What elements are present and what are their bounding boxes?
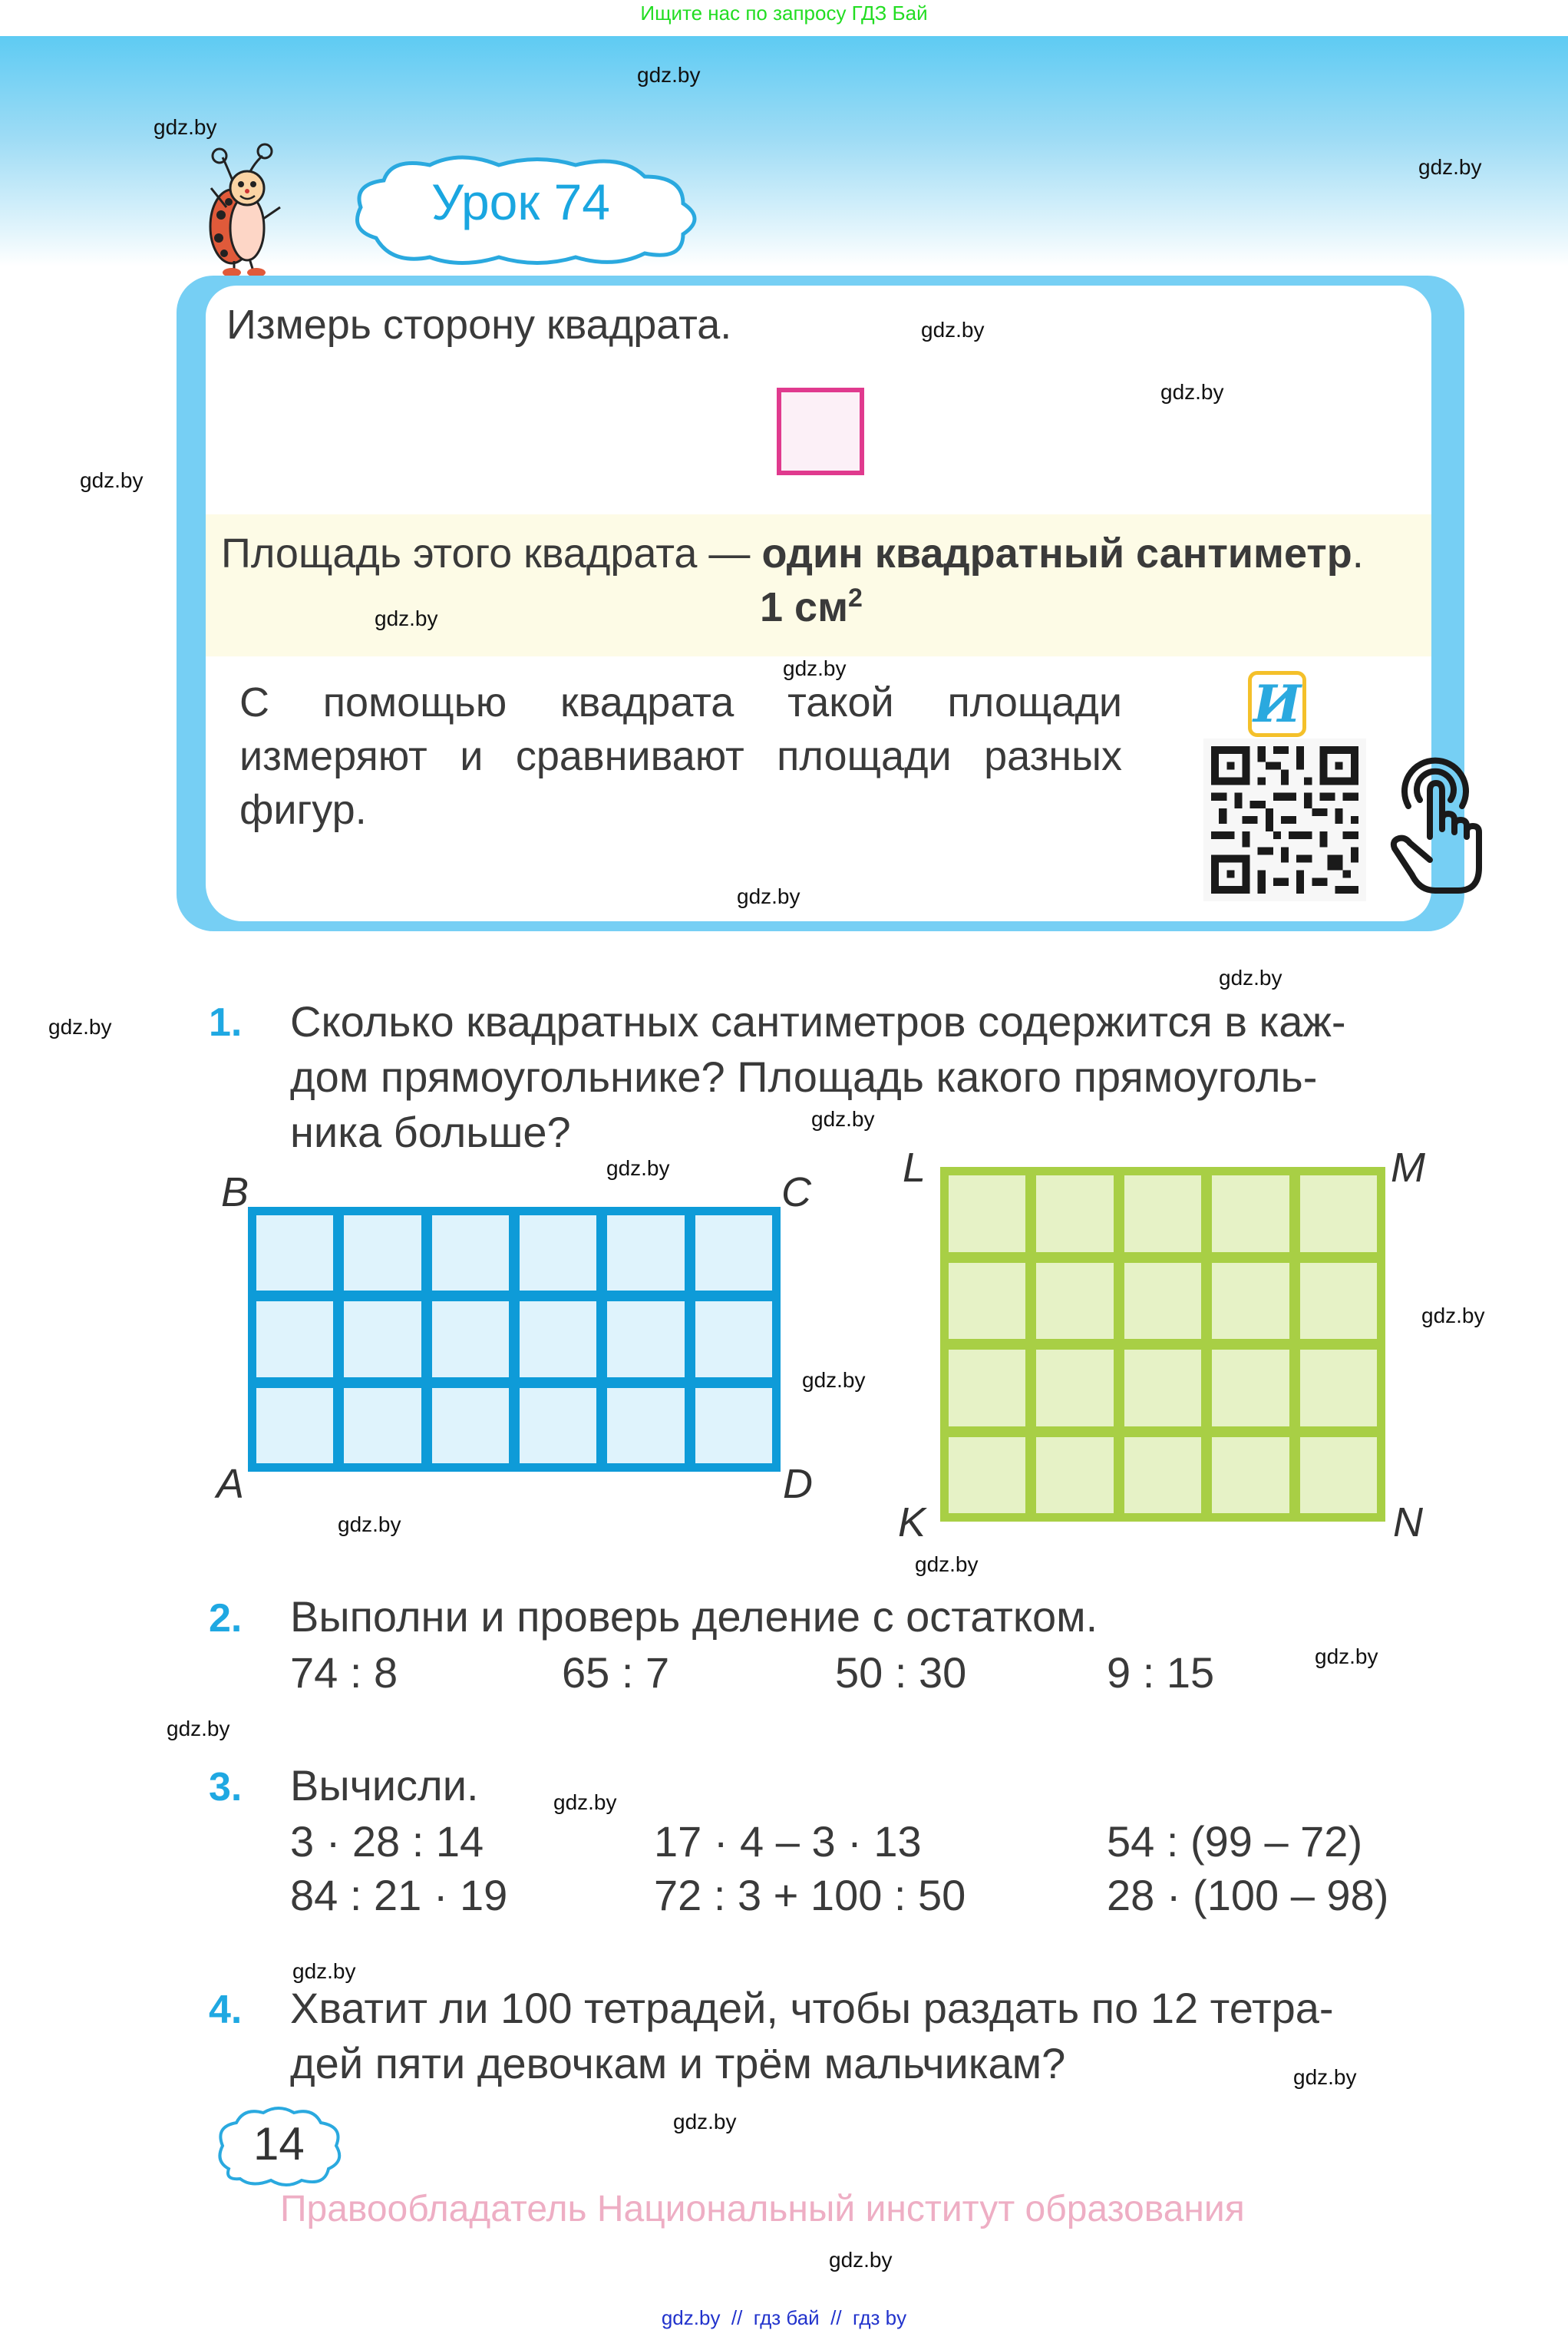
- watermark: gdz.by: [1293, 2065, 1357, 2089]
- interactive-badge-icon[interactable]: И: [1248, 671, 1306, 737]
- grid-cell: [690, 1296, 777, 1382]
- grid-cell: [338, 1296, 426, 1382]
- watermark: gdz.by: [1421, 1304, 1485, 1327]
- page-number: 14: [253, 2118, 305, 2170]
- corner-label: C: [781, 1169, 811, 1215]
- watermark: gdz.by: [802, 1368, 866, 1392]
- task-number: 1.: [209, 1000, 243, 1045]
- watermark: gdz.by: [606, 1156, 670, 1180]
- unit-superscript: 2: [848, 583, 863, 613]
- corner-label: L: [903, 1145, 926, 1191]
- expression: 65 : 7: [562, 1648, 670, 1697]
- grid-cell: [1207, 1344, 1294, 1432]
- grid-cell: [943, 1432, 1031, 1519]
- grid-cell: [943, 1258, 1031, 1345]
- expression: 72 : 3 + 100 : 50: [654, 1871, 966, 1919]
- watermark: gdz.by: [48, 1015, 112, 1039]
- grid-cell: [1119, 1170, 1207, 1258]
- task-line: дом прямоугольнике? Площадь какого прямоуголь-: [290, 1053, 1318, 1101]
- unit-square: [777, 388, 864, 475]
- grid-cell: [427, 1210, 514, 1296]
- rectangle-abcd: [248, 1207, 781, 1472]
- grid-cell: [514, 1383, 602, 1469]
- grid-cell: [1031, 1170, 1118, 1258]
- watermark: gdz.by: [1219, 966, 1282, 990]
- task-line: Сколько квадратных сантиметров содержится в каж-: [290, 997, 1346, 1046]
- watermark: gdz.by: [737, 884, 801, 908]
- grid-cell: [338, 1210, 426, 1296]
- task-number: 2.: [209, 1596, 243, 1641]
- corner-label: A: [216, 1461, 245, 1507]
- grid-cell: [514, 1296, 602, 1382]
- paragraph-line: С помощью квадрата такой площади: [239, 679, 1122, 725]
- definition-text: [221, 530, 1364, 577]
- grid-cell: [514, 1210, 602, 1296]
- grid-cell: [1207, 1258, 1294, 1345]
- watermark: gdz.by: [338, 1512, 401, 1536]
- copyright-text: Правообладатель Национальный институт образования: [280, 2189, 1245, 2229]
- grid-cell: [1031, 1432, 1118, 1519]
- grid-cell: [602, 1383, 689, 1469]
- expression: 17 · 4 – 3 · 13: [654, 1817, 922, 1866]
- task-line: Хватит ли 100 тетрадей, чтобы раздать по 12 тетра-: [290, 1984, 1334, 2032]
- watermark: gdz.by: [153, 115, 217, 139]
- grid-cell: [1207, 1170, 1294, 1258]
- definition-bold: один квадратный сантиметр: [761, 530, 1352, 577]
- watermark: gdz.by: [1160, 380, 1224, 404]
- grid-cell: [1207, 1432, 1294, 1519]
- expression: 3 · 28 : 14: [290, 1817, 484, 1866]
- grid-cell: [943, 1344, 1031, 1432]
- touch-hand-icon: [1385, 752, 1493, 898]
- grid-cell: [943, 1170, 1031, 1258]
- corner-label: B: [221, 1169, 249, 1215]
- grid-cell: [1295, 1344, 1382, 1432]
- grid-cell: [690, 1383, 777, 1469]
- unit-text: 1 см: [760, 584, 849, 630]
- grid-cell: [251, 1210, 338, 1296]
- task-1-text: [290, 994, 1441, 1160]
- task-line: дей пяти девочкам и трём мальчикам?: [290, 2039, 1066, 2087]
- grid-cell: [1295, 1432, 1382, 1519]
- task-number: 4.: [209, 1988, 243, 2032]
- unit-label: [760, 583, 863, 631]
- rectangle-lmnk: [940, 1167, 1385, 1522]
- grid-cell: [690, 1210, 777, 1296]
- grid-cell: [338, 1383, 426, 1469]
- watermark: gdz.by: [637, 63, 701, 87]
- watermark: gdz.by: [673, 2110, 737, 2133]
- grid-cell: [1031, 1344, 1118, 1432]
- watermark: gdz.by: [167, 1717, 230, 1740]
- expression: 54 : (99 – 72): [1107, 1817, 1363, 1866]
- task-line: ника больше?: [290, 1108, 571, 1156]
- expression: 74 : 8: [290, 1648, 398, 1697]
- watermark: gdz.by: [1418, 155, 1482, 179]
- task-4-text: [290, 1981, 1441, 2091]
- grid-cell: [1295, 1258, 1382, 1345]
- grid-cell: [1119, 1344, 1207, 1432]
- definition-end: .: [1352, 530, 1364, 577]
- watermark: gdz.by: [915, 1552, 979, 1576]
- corner-label: N: [1393, 1499, 1423, 1545]
- corner-label: D: [783, 1461, 813, 1507]
- watermark: gdz.by: [811, 1107, 875, 1131]
- watermark: gdz.by: [80, 468, 144, 492]
- corner-label: K: [898, 1499, 926, 1545]
- grid-cell: [1295, 1170, 1382, 1258]
- task-3-title: Вычисли.: [290, 1761, 479, 1810]
- watermark: gdz.by: [921, 318, 985, 342]
- expression: 50 : 30: [835, 1648, 967, 1697]
- watermark: gdz.by: [292, 1959, 356, 1983]
- expression: 28 · (100 – 98): [1107, 1871, 1389, 1919]
- grid-cell: [251, 1383, 338, 1469]
- task-2-title: Выполни и проверь деление с остатком.: [290, 1592, 1098, 1641]
- lesson-title: Урок 74: [431, 174, 610, 230]
- task-number: 3.: [209, 1765, 243, 1810]
- grid-cell: [1031, 1258, 1118, 1345]
- intro-paragraph: [239, 676, 1122, 837]
- watermark: gdz.by: [783, 656, 847, 680]
- expression: 9 : 15: [1107, 1648, 1215, 1697]
- grid-cell: [602, 1210, 689, 1296]
- watermark: gdz.by: [1315, 1644, 1378, 1668]
- grid-cell: [427, 1296, 514, 1382]
- corner-label: M: [1391, 1145, 1425, 1191]
- grid-cell: [1119, 1258, 1207, 1345]
- top-banner: Ищите нас по запросу ГДЗ Бай: [640, 2, 928, 25]
- grid-cell: [602, 1296, 689, 1382]
- expression: 84 : 21 · 19: [290, 1871, 508, 1919]
- grid-cell: [427, 1383, 514, 1469]
- grid-cell: [1119, 1432, 1207, 1519]
- watermark: gdz.by: [829, 2248, 893, 2272]
- ladybug-icon: [192, 142, 299, 276]
- paragraph-line: фигур.: [239, 787, 367, 833]
- definition-plain: Площадь этого квадрата —: [221, 530, 762, 577]
- watermark: gdz.by: [375, 606, 438, 630]
- watermark: gdz.by: [553, 1790, 617, 1814]
- intro-instruction: Измерь сторону квадрата.: [226, 302, 732, 348]
- qr-code-icon[interactable]: [1203, 739, 1366, 901]
- paragraph-line: измеряют и сравнивают площади разных: [239, 733, 1122, 779]
- grid-cell: [251, 1296, 338, 1382]
- footer-links[interactable]: gdz.by // гдз бай // гдз by: [661, 2306, 907, 2329]
